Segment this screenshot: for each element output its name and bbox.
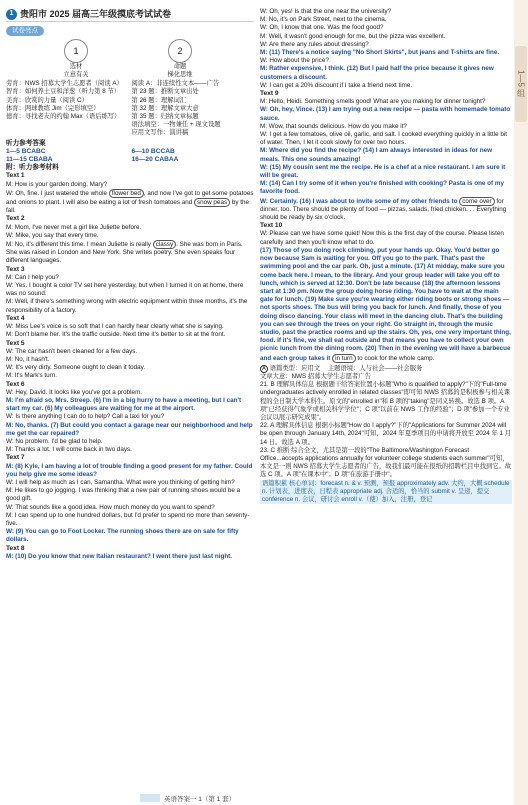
line-text: W: Oh, I know that one. Was the food good? [260,24,384,32]
transcript-line [6,274,254,282]
boxed-word: flower bed [109,189,144,198]
transcript-line [6,181,254,189]
line-text: W: Certainly. (16) I was about to invite some of my other friends to [260,197,460,205]
line-text: W: Mike, you say that every time. [6,231,99,239]
intro-cell: 第 26 题：理解词汇 [131,96,187,104]
line-text: M: Mom, I've never met a girl like Juliette before. [6,223,142,231]
left-column [6,8,254,561]
transcript-line [6,356,254,364]
text-heading: Text 7 [6,454,25,462]
line-text: M: He likes to go jogging. I was thinking that a new pair of running shoes would be a good gift. [6,487,241,503]
highlight-point-2 [150,39,210,79]
transcript-line [260,24,512,32]
transcript-line [260,197,512,223]
transcript-line [6,463,254,479]
line-text: W: That sounds like a good idea. How much money do you want to spend? [6,503,215,511]
line-text: W: The car hasn't been cleaned for a few days. [6,347,138,355]
intro-cell: 阅读 A：非连续性文本——广告 [131,80,220,88]
line-text: M: Hello, Heidi. Something smells good! What are you making for dinner tonight? [260,98,486,106]
reading-analysis [260,365,512,504]
line-text: M: Rather expensive, I think. (12) But I paid half the price because it gives new customers a discount. [260,65,494,81]
line-text: W: Please can we have some quiet! Now this is the first day of the course. Please listen carefully and then you'll know what to do. [260,230,504,246]
intro-table [6,80,254,137]
transcript-line [260,123,512,131]
reading-genre-line [260,365,512,373]
line-text: M: How is your garden doing, Mary? [6,180,108,188]
text-heading: Text 8 [6,544,25,552]
transcript-line [6,189,254,216]
question-22: 22. A 理解具体信息 根据小标题"How do I apply?"下的"Applications for Summer 2024 will be open through January 14th, 2024"可知，2024 年夏季项目的申请将开放至 2024 年 1 月 14 日。故选 A 项。 [260,422,512,446]
line-text: M: I'm afraid so, Mrs. Streep. (6) I'm in a big hurry to have a meeting, but I can't start my car. (6) My colleagues are waiting for me at the airport. [6,396,242,413]
transcript-line [260,8,512,16]
transcript-line [260,164,512,180]
question-23: 23. C 推断 综合全文，尤其是第一段的"The Baltimore/Washington Forecast Office...accepts applications annually for volunteer college students each summer"可知，本文是一则 NWS 招募大学生志愿者的广告，故我们最可能在报纸的招聘栏目中找到它。故选 C 项。A 项"在课本中"；D 项"在旅游手册中"。 [260,446,512,479]
sidebar [514,0,528,805]
footer [140,793,400,803]
text-heading: Text 3 [6,265,25,273]
intro-cell: 应用文写作：演讲稿 [131,129,189,137]
transcript-line [6,553,254,561]
line-text: M: Where did you find the recipe? (14) I am always interested in ideas for new meals. This one sounds amazing! [260,147,492,163]
answer-row: 1—5 BCABC [6,147,46,155]
text-heading: Text 10 [260,222,283,230]
line-text: W: No problem. I'd be glad to help. [6,437,103,445]
transcript-line [6,512,254,528]
intro-cell: 体育：网球教练 Jim（完形填空） [6,104,100,112]
line-text: W: Hey, David. It looks like you've got a problem. [6,388,143,396]
intro-cell: 美育：欣赏的力量（阅读 C） [6,96,88,104]
line-text: M: Thanks a lot. I will come back in two days. [6,446,132,454]
transcript-line [6,298,254,314]
point-line: 选材 [69,63,83,71]
highlights-tag: 试卷亮点 [6,26,44,36]
line-text: M: (10) Do you know that new Italian restaurant? I went there just last night. [6,552,233,560]
transcript-line [260,131,512,147]
line-text: to cook for the whole camp. [355,354,435,362]
line-text: M: (11) There's a notice saying "No Short Skirts", but jeans and T-shirts are fine. [260,49,500,57]
boxed-word: come over [459,197,494,206]
transcript-line [260,65,512,81]
reading-genre: 语篇类型：应用文 [269,364,321,372]
text-heading: Text 5 [6,339,25,347]
point-number: 2 [168,39,192,63]
intro-cell [6,121,129,129]
text-heading: Text 6 [6,380,25,388]
transcript-line [260,49,512,57]
line-text: M: It's Mark's turn. [6,372,58,380]
transcript-line [6,413,254,421]
transcript-line [260,82,512,90]
line-text: M: (14) Can I try some of it when you're finished with cooking? Pasta is one of my favorite food. [260,180,504,196]
transcript-line [6,487,254,503]
publisher-logo [140,794,160,802]
transcript-line [6,528,254,544]
vocab-block [260,480,512,505]
answer-row: 16—20 CABAA [131,156,179,164]
intro-cell [6,129,129,137]
text-heading: Text 4 [6,314,25,322]
transcript-line [6,348,254,356]
point-number: 1 [64,39,88,63]
line-text: M: No, it's on Park Street, next to the cinema. [260,16,387,24]
transcript-line [6,438,254,446]
transcript-line [6,397,254,413]
highlight-point-1 [46,39,106,79]
transcript-line [6,504,254,512]
intro-cell: 语法填空：一物兼任 + 现文设题 [131,121,221,129]
transcript-line [6,331,254,339]
point-line: 立意有关 [63,71,89,79]
boxed-word: classy [153,240,177,249]
highlight-points [6,36,254,80]
line-text: W: (15) My cousin sent me the recipe. He is a chef at a nice restaurant. I am sure it will be great. [260,163,506,180]
line-text: W: Are there any rules about dressing? [260,40,369,48]
line-text: W: Oh, fine. I just watered the whole [6,189,109,197]
line-text: W: It's very dirty. Someone ought to clean it today. [6,364,146,372]
intro-cell: 第 35 题：归纳文章标题 [131,113,199,121]
line-text: M: No, it's different this time. I mean Juliette is really [6,241,153,249]
transcript-line [6,372,254,380]
intro-cell: 智育：如何养土豆和洋葱（听力第 8 节） [6,88,121,96]
exam-header [6,8,254,22]
transcript-line [6,224,254,232]
vocab-text: 语篇积累 核心单词：forecast n. & v. 预测，预报 approximately adv. 大约，大概 schedule n. 计划表，进度表，日程表 appropriate adj. 合适的，恰当的 submit v. 呈递，提交 conference n. 会议，研讨会 enroll v.（使）加入，注册，登记 [260,480,512,505]
transcript-line [260,106,512,122]
line-text: W: (9) You can go to Foot Locker. The running shoes there are on sale for fifty dollars. [6,528,239,544]
reading-topic: 文章大意：NWS 招募大学生志愿者广告 [260,372,371,380]
line-text: M: Well, if there's something wrong with electric equipment within three months, it's the responsibility of a factory. [6,298,248,314]
intro-cell: 德育：寻找老友的约翰 Max（语后练写） [6,113,121,121]
right-column [260,8,512,504]
transcript-line [6,446,254,454]
transcript-line [6,479,254,487]
listening-material-left [6,172,254,561]
line-text: (17) Those of you doing rock climbing, put your hands up. Okay. You'd better go now because Sam is waiting for you. Off you go to the park. That's past the swimming pool and the car park. Oh, just a minute. (17) At midday, make sure you come back here. I mean, to the library. And your group leader will take you off to lunch, which is served at 12:30. Don't be late because (18) the afternoon lessons start at 1:30 pm. Now the group doing horse riding. You have to wait at the main gate for lunch. (19) Make sure you're wearing either riding boots or strong shoes — not sports shoes. The bus will bring you back for lunch. And finally, those of you doing disco dancing. Your class will meet in the dancing club. That's the building you can see through the trees on your right. Go straight in, through the music studio, past the practice rooms and up the stairs. Oh, yes, one very important thing, food. If it's fine, we shall eat outside and that means you have to collect your own picnic lunch from the dining room. (20) Then in the evening we will have a barbecue and each group takes it [260,246,511,362]
transcript-line [6,323,254,331]
transcript-line [6,240,254,266]
line-text: W: Oh, yes! Is that the one near the university? [260,8,392,15]
question-21: 21. B 理解具体信息 根据题干给答案位置小标题"Who is qualified to apply?"下的"Full-time undergraduates actively enrolled in related classes"即可知 NWS 招募的是积极参与相关课程的全日制大学本科生。原文的"enrolled in"和 B 项的"taking"是同义转换。故选 B 项。A 项"已经获得气象学或相关科学学位"；C 项"以前在 NWS 工作的经验"；D 项"参加一个专业会议以展示研究成果"。 [260,381,510,421]
line-text: , and now I've got to get some potatoes and onions to plant. I will also be eating a lot of fresh tomatoes and [6,189,254,207]
line-text: W: I get a few tomatoes, olive oil, garlic, and salt. I cooked everything quickly in a little bit of water. Then, I let it cook slowly for over two hours. [260,131,507,147]
line-text: M: Well, it wasn't good enough for me, but the pizza was excellent. [260,32,446,40]
sidebar-tab[interactable]: 1—5 组 [515,46,527,122]
a-circle-icon: A [260,365,268,373]
line-text: M: Wow, that sounds delicious. How do you make it? [260,122,407,130]
point-line: 命题 [173,63,187,71]
line-text: M: No, it hasn't. [6,355,50,363]
text-heading: Text 1 [6,172,25,180]
transcript-line [260,57,512,65]
text-heading: Text 2 [6,215,25,223]
transcript-line [260,41,512,49]
transcript-line [6,422,254,438]
point-line: 梯化思维 [167,71,193,79]
exam-title: 贵阳市 2025 届高三年级摸底考试试卷 [20,9,172,20]
boxed-word: snow peas [194,198,230,207]
transcript-line [260,16,512,24]
transcript-line [6,232,254,240]
transcript-line [260,180,512,196]
line-text: W: Oh, hey, Vince. (13) I am trying out a new recipe — pasta with homemade tomato sauce. [260,106,511,122]
transcript-line [260,230,512,246]
line-text: M: No, thanks. (7) But could you contact a garage near our neighborhood and help me get the car repaired? [6,421,253,437]
answers-title: 听力参考答案 [6,139,46,147]
transcript-line [260,247,512,363]
line-text: W: Miss Lee's voice is so soft that I can hardly hear clearly what she is saying. [6,323,224,331]
line-text: W: I can get a 20% discount if I take a friend next time. [260,81,413,89]
line-text: W: How about the price? [260,57,329,65]
line-text: W: Is there anything I can do to help? Call a taxi for you? [6,413,165,421]
text-heading: Text 9 [260,90,279,98]
line-text: W: I will help as much as I can, Samantha. What were you thinking of getting him? [6,478,235,486]
line-text: M: Can I help you? [6,273,59,281]
transcript-line [6,364,254,372]
intro-cell: 劳育：NWS 招募大学生志愿者（阅读 A） [6,80,123,88]
line-text: . She was born in Paris. She was raised in London and New York. She writes poetry. She even speaks four different languages. [6,241,243,265]
intro-cell: 第 23 题：推断文章出处 [131,88,199,96]
line-text: M: (8) Kyle, I am having a lot of trouble finding a good present for my father. Could you help give me some ideas? [6,462,253,478]
reading-theme: 主题语境：人与社会——社会服务 [327,364,423,372]
transcript-line [260,98,512,106]
answers-grid [6,148,254,164]
exam-number: 1 [6,9,17,20]
listening-material-right [260,8,512,363]
material-title: 附：听力参考材料 [6,164,59,172]
line-text: M: Don't blame her. It's the traffic outside. Next time it's better to sit at the front. [6,331,226,339]
transcript-line [260,33,512,41]
line-text: W: Yes. I bought a color TV set here yesterday, but when I turned it on at home, there was no sound. [6,282,244,298]
transcript-line [260,147,512,163]
boxed-word: in turn [332,354,356,363]
line-text: by the fall. [6,199,249,215]
line-text: M: I can spend up to one hundred dollars, but I'd prefer to spend no more than seventy-five. [6,511,250,527]
transcript-line [6,389,254,397]
intro-cell: 第 32 题：理解文章大意 [131,104,199,112]
answer-row: 11—15 CBABA [6,156,53,164]
footer-text: 英语答案一 1（第 1 套） [164,795,236,803]
line-text: for dinner, too. There should be plenty of food — pizzas, salads, fried chicken. . . Everything should be ready by six o'clock. [260,197,507,222]
transcript-line [6,282,254,298]
answer-row: 6—10 BCCAB [131,147,175,155]
